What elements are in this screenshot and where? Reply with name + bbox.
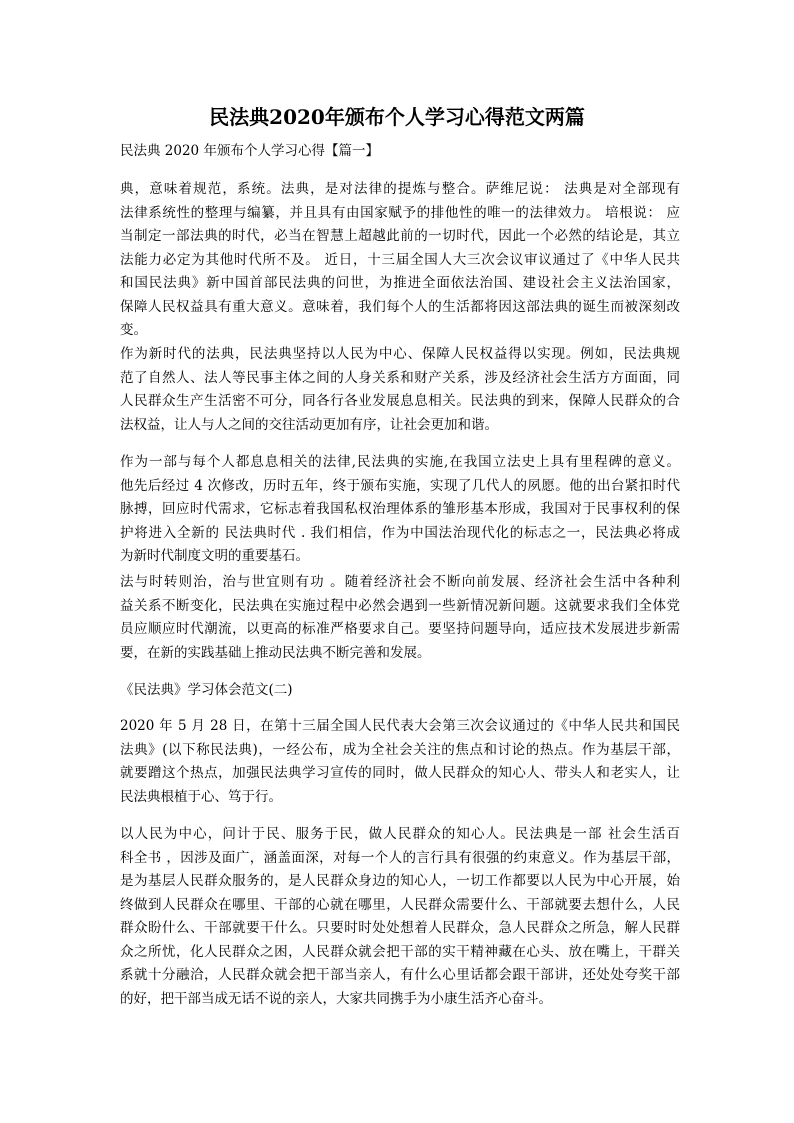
- paragraph-line: 作为新时代的法典，民法典坚持以人民为中心、保障人民权益得以实现。例如，民法典规: [120, 346, 680, 362]
- paragraph-line: 科全书 ，因涉及面广，涵盖面深，对每一个人的言行具有很强的约束意义。作为基层干部，: [120, 849, 680, 866]
- paragraph-line: 就要蹭这个热点，加强民法典学习宣传的同时，做人民群众的知心人、带头人和老实人，让: [120, 765, 680, 781]
- paragraph-line: 他先后经过 4 次修改，历时五年，终于颁布实施，实现了几代人的夙愿。他的出台紧扣时代: [120, 477, 680, 494]
- paragraph-line: 人民群众生产生活密不可分，同各行各业发展息息相关。民法典的到来，保障人民群众的合: [120, 393, 680, 409]
- paragraph-line: 范了自然人、法人等民事主体之间的人身关系和财产关系，涉及经济社会生活方方面面，同: [120, 369, 680, 386]
- paragraph-line: 众之所忧，化人民群众之困，人民群众就会把干部的实干精神藏在心头、放在嘴上，干群关: [120, 943, 680, 960]
- paragraph-2: [120, 343, 680, 437]
- paragraph-line: 保障人民权益具有重大意义。意味着，我们每个人的生活都将因这部法典的诞生而被深刻改: [120, 298, 680, 315]
- paragraph-line: 2020 年 5 月 28 日，在第十三届全国人民代表大会第三次会议通过的《中华人民共和国民: [120, 718, 680, 734]
- paragraph-line: 典，意味着规范，系统。法典，是对法律的提炼与整合。萨维尼说： 法典是对全部现有: [120, 181, 680, 197]
- paragraph-line: 法典》(以下称民法典)，一经公布，成为全社会关注的焦点和讨论的热点。作为基层干部，: [120, 741, 680, 758]
- paragraph-line: 法权益，让人与人之间的交往活动更加有序，让社会更加和谐。: [120, 416, 498, 433]
- document-subtitle: 民法典 2020 年颁布个人学习心得【篇一】: [120, 143, 379, 159]
- paragraph-line: 《民法典》学习体会范文(二): [120, 682, 293, 698]
- paragraph-line: 和国民法典》新中国首部民法典的问世，为推进全面依法治国、建设社会主义法治国家，: [120, 275, 680, 291]
- paragraph-line: 群众盼什么、干部就要干什么。只要时时处处想着人民群众，急人民群众之所急，解人民群: [120, 920, 680, 936]
- paragraph-line: 脉搏，回应时代需求，它标志着我国私权治理体系的雏形基本形成，我国对于民事权利的保: [120, 501, 680, 517]
- paragraph-line: 以人民为中心，问计于民、服务于民，做人民群众的知心人。民法典是一部 社会生活百: [120, 826, 680, 842]
- paragraph-line: 是为基层人民群众服务的，是人民群众身边的知心人，一切工作都要以人民为中心开展，始: [120, 873, 680, 889]
- paragraph-line: 护将进入全新的 民法典时代 . 我们相信，作为中国法治现代化的标志之一，民法典必将成: [120, 524, 680, 541]
- paragraph-line: 益关系不断变化，民法典在实施过程中必然会遇到一些新情况新问题。这就要求我们全体党: [120, 597, 680, 614]
- paragraph-line: 终做到人民群众在哪里、干部的心就在哪里，人民群众需要什么、干部就要去想什么，人民: [120, 896, 680, 913]
- paragraph-line: 变。: [120, 322, 147, 338]
- paragraph-4: [120, 571, 680, 665]
- section-heading-2: [120, 679, 680, 703]
- paragraph-line: 法能力必定为其他时代所不及。 近日，十三届全国人大三次会议审议通过了《中华人民共: [120, 251, 680, 268]
- paragraph-line: 当制定一部法典的时代，必当在智慧上超越此前的一切时代，因此一个必然的结论是，其立: [120, 228, 680, 244]
- paragraph-line: 法律系统性的整理与编纂，并且具有由国家赋予的排他性的唯一的法律效力。 培根说： 应: [120, 204, 680, 221]
- document-title: 民法典2020年颁布个人学习心得范文两篇: [209, 105, 585, 129]
- paragraph-3: [120, 451, 680, 569]
- paragraph-line: 法与时转则治，治与世宜则有功 。随着经济社会不断向前发展、经济社会生活中各种利: [120, 574, 680, 590]
- paragraph-line: 的好，把干部当成无话不说的亲人，大家共同携手为小康生活齐心奋斗。: [120, 990, 552, 1007]
- paragraph-line: 为新时代制度文明的重要基石。: [120, 548, 309, 564]
- paragraph-5: [120, 715, 680, 809]
- paragraph-line: 民法典根植于心、笃于行。: [120, 788, 282, 805]
- paragraph-line: 员应顺应时代潮流，以更高的标准严格要求自己。要坚持问题导向，适应技术发展进步新需: [120, 621, 680, 637]
- paragraph-6: [120, 823, 680, 1011]
- paragraph-line: 作为一部与每个人都息息相关的法律,民法典的实施,在我国立法史上具有里程碑的意义。: [120, 454, 680, 470]
- paragraph-line: 要，在新的实践基础上推动民法典不断完善和发展。: [120, 644, 431, 661]
- paragraph-1: [120, 178, 680, 343]
- paragraph-line: 系就十分融洽，人民群众就会把干部当亲人，有什么心里话都会跟干部讲，还处处夸奖干部: [120, 967, 680, 983]
